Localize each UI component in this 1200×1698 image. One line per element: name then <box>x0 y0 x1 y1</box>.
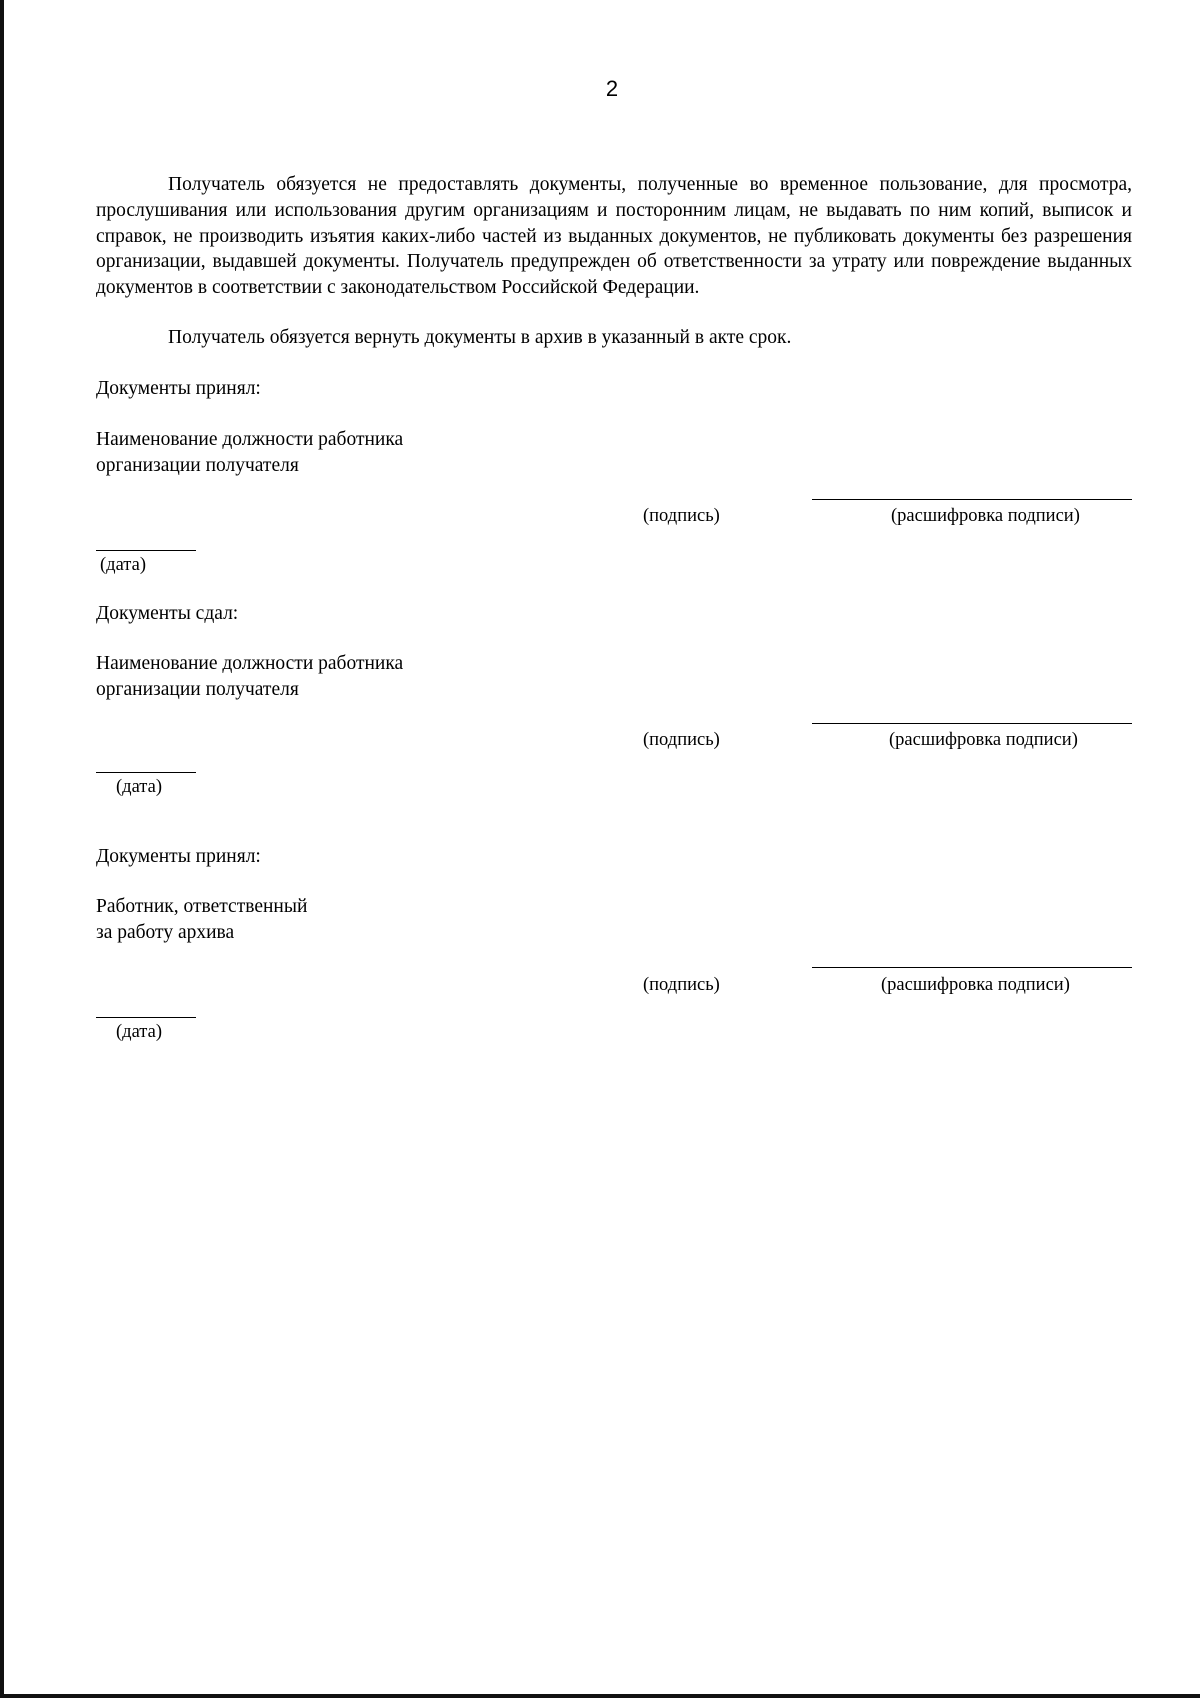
block-1-decoding-caption: (расшифровка подписи) <box>891 506 1080 526</box>
block-2-date-line <box>96 772 196 773</box>
block-3-position-line-1: Работник, ответственный <box>96 896 308 917</box>
block-1-position-line-1: Наименование должности работника <box>96 429 404 450</box>
block-1-date-caption: (дата) <box>100 555 146 575</box>
block-2-decoding-line <box>812 723 1132 724</box>
block-2-signature-caption: (подпись) <box>643 730 720 750</box>
block-3-date-line <box>96 1017 196 1018</box>
block-1-decoding-line <box>812 499 1132 500</box>
block-1-position-line-2: организации получателя <box>96 455 299 476</box>
block-2-decoding-caption: (расшифровка подписи) <box>889 730 1078 750</box>
scan-edge-left <box>0 0 4 1698</box>
block-3-decoding-line <box>812 967 1132 968</box>
block-2-heading: Документы сдал: <box>96 603 239 624</box>
block-1-date-line <box>96 550 196 551</box>
block-3-date-caption: (дата) <box>116 1022 162 1042</box>
block-3-heading: Документы принял: <box>96 846 261 867</box>
block-1-signature-caption: (подпись) <box>643 506 720 526</box>
block-3-decoding-caption: (расшифровка подписи) <box>881 975 1070 995</box>
return-paragraph: Получатель обязуется вернуть документы в архив в указанный в акте срок. <box>168 327 792 348</box>
block-1-heading: Документы принял: <box>96 378 261 399</box>
obligation-paragraph: Получатель обязуется не предоставлять документы, полученные во временное пользование, для просмотра, прослушивания или использования другим организациям и посторонним лицам, не выдавать по ним копий, выписок и справок, не производить изъятия каких-либо частей из выданных документов, не публиковать документы без разрешения организации, выдавшей документы. Получатель предупрежден об ответственности за утрату или повреждение выданных документов в соответствии с законодательством Российской Федерации. <box>96 174 1132 299</box>
block-3-position-line-2: за работу архива <box>96 922 235 943</box>
page-number: 2 <box>605 76 619 101</box>
block-3-signature-caption: (подпись) <box>643 975 720 995</box>
scan-edge-bottom <box>0 1694 1200 1698</box>
block-2-position-line-2: организации получателя <box>96 679 299 700</box>
block-2-position-line-1: Наименование должности работника <box>96 653 404 674</box>
block-2-date-caption: (дата) <box>116 777 162 797</box>
